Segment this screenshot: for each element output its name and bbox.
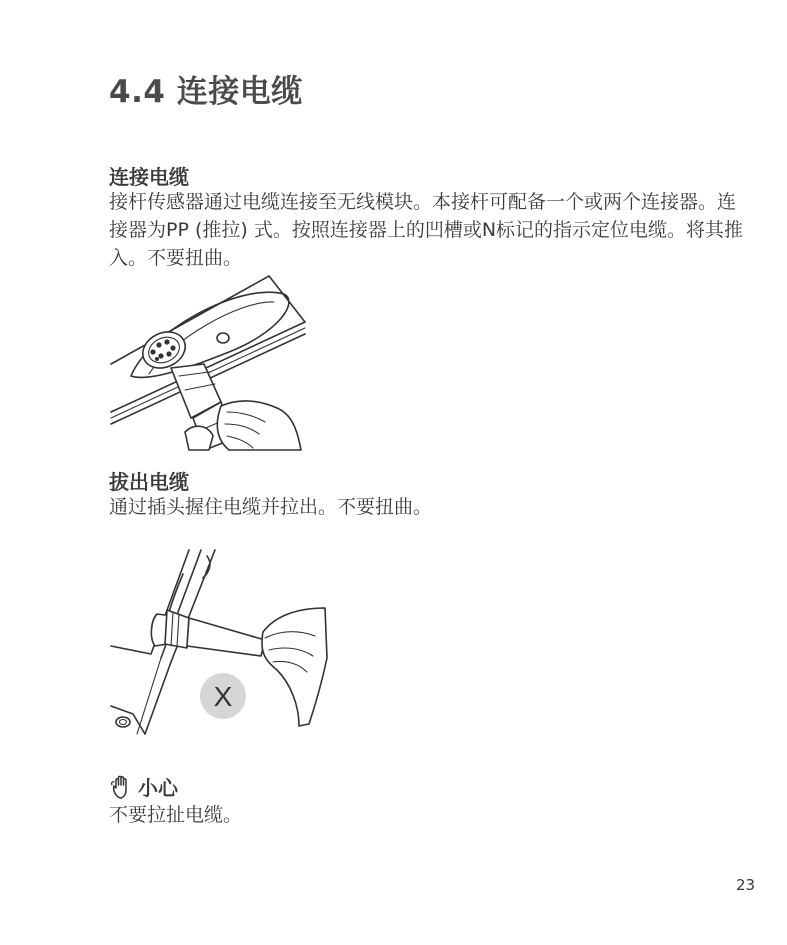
section-text-connect: 接杆传感器通过电缆连接至无线模块。本接杆可配备一个或两个连接器。连接器为PP (推拉) 式。按照连接器上的凹槽或N标记的指示定位电缆。将其推入。不要扭曲。 [109,191,744,269]
page-title: 4.4 连接电缆 [109,74,303,110]
x-badge-label: X [213,681,233,712]
section-heading-disconnect: 拔出电缆 [109,470,189,494]
section-text-disconnect: 通过插头握住电缆并拉出。不要扭曲。 [109,496,433,518]
hand-stop-icon [109,774,135,800]
page-number: 23 [736,876,756,894]
disconnect-cable-illustration [109,546,334,738]
caution-heading [109,772,178,801]
caution-label: 小心 [138,776,178,800]
caution-text: 不要拉扯电缆。 [109,804,243,826]
section-heading-connect: 连接电缆 [109,165,189,189]
connect-cable-illustration [109,272,309,452]
